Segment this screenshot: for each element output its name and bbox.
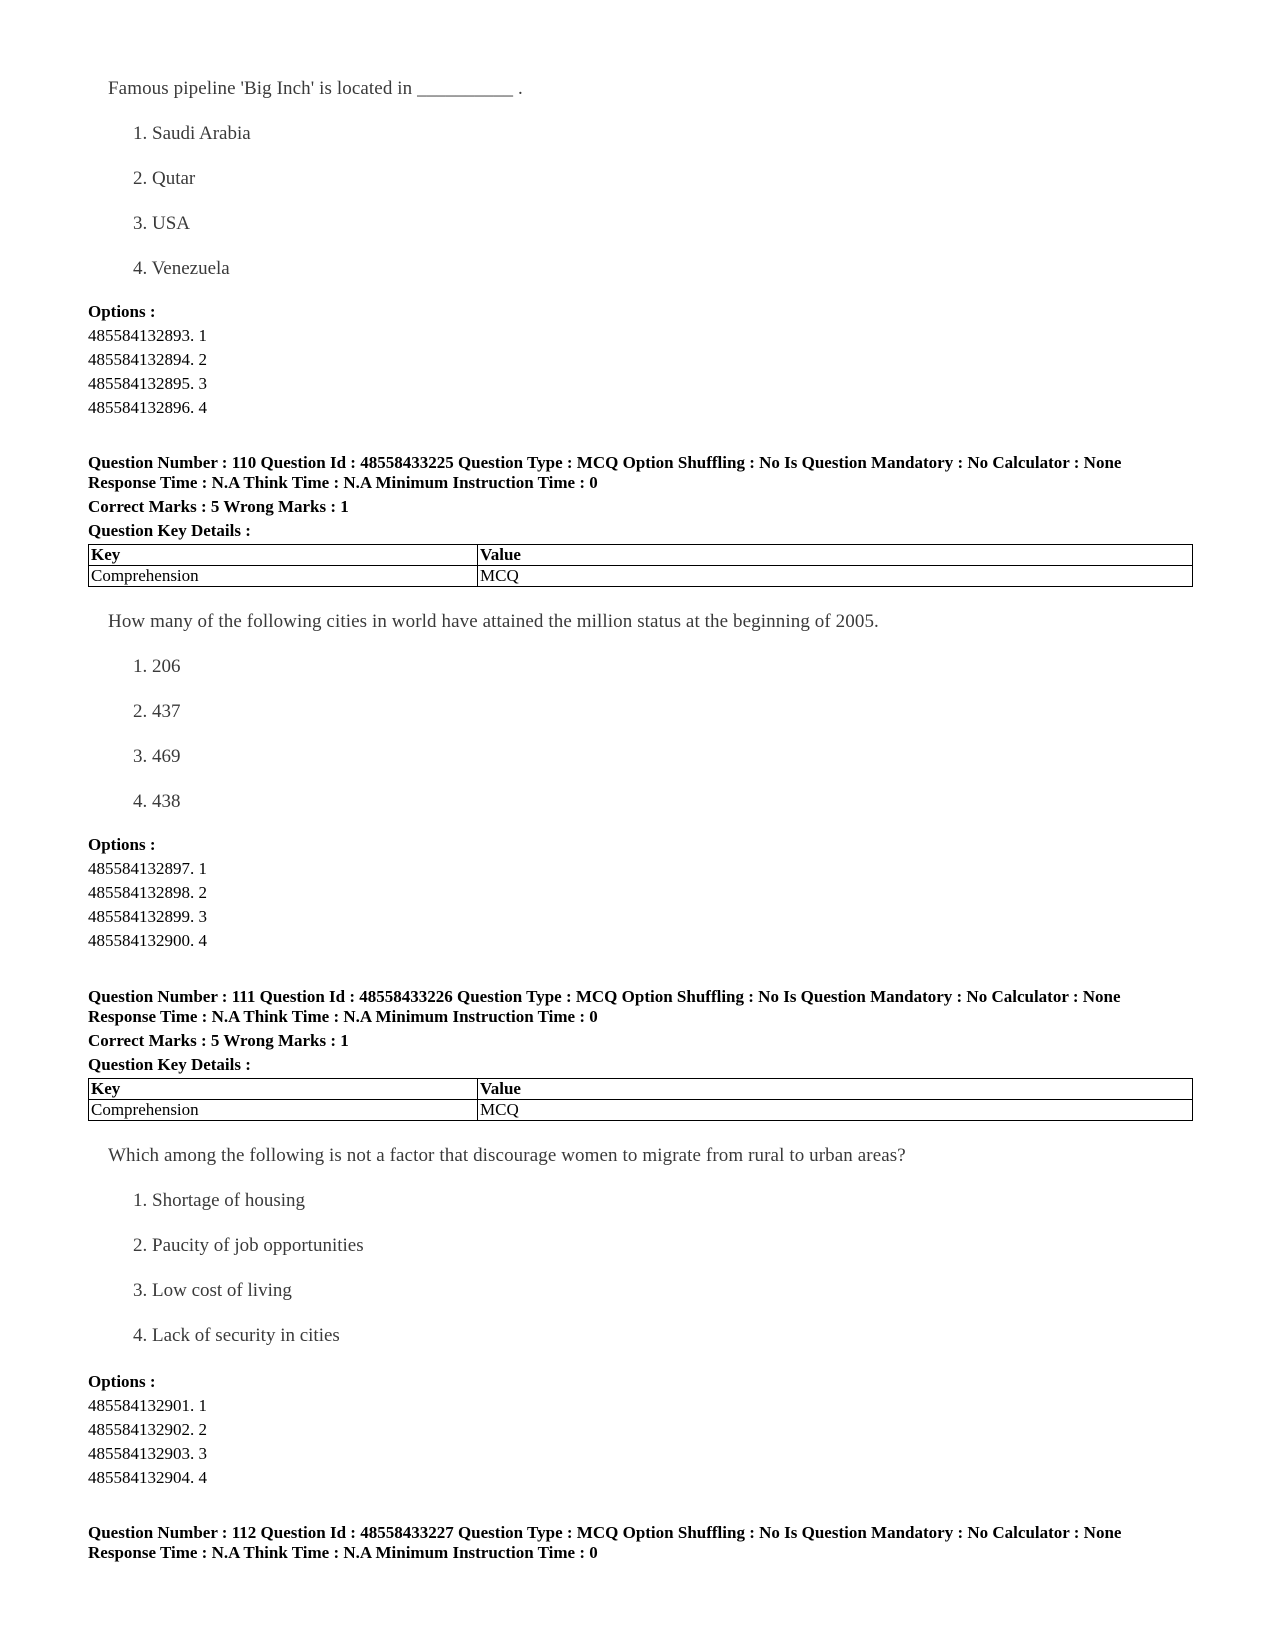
- choice-item: 2. 437: [133, 701, 181, 722]
- choice-item: 4. Lack of security in cities: [133, 1325, 340, 1346]
- table-row: [89, 1079, 1193, 1100]
- option-id: 485584132899. 3: [88, 907, 207, 926]
- options-label: Options :: [88, 835, 156, 854]
- choice-item: 3. USA: [133, 213, 191, 234]
- table-row: [89, 545, 1193, 566]
- question-header: Question Number : 112 Question Id : 48558433227 Question Type : MCQ Option Shuffling : No Is Question Mandatory : No Calculator : None: [88, 1523, 1122, 1542]
- question-text: How many of the following cities in world have attained the million status at the beginning of 2005.: [108, 611, 879, 632]
- choice-item: 1. Shortage of housing: [133, 1190, 306, 1211]
- options-label: Options :: [88, 302, 156, 321]
- question-header-timing: Response Time : N.A Think Time : N.A Minimum Instruction Time : 0: [88, 473, 598, 492]
- table-cell-key: Comprehension: [89, 1100, 478, 1121]
- option-id: 485584132901. 1: [88, 1396, 207, 1415]
- key-details-label: Question Key Details :: [88, 1055, 251, 1074]
- choice-item: 1. 206: [133, 656, 181, 677]
- option-id: 485584132895. 3: [88, 374, 207, 393]
- key-details-table: [88, 1078, 1193, 1121]
- question-header: Question Number : 111 Question Id : 48558433226 Question Type : MCQ Option Shuffling : No Is Question Mandatory : No Calculator : None: [88, 987, 1121, 1006]
- choice-item: 3. Low cost of living: [133, 1280, 292, 1301]
- choice-item: 2. Qutar: [133, 168, 196, 189]
- question-header: Question Number : 110 Question Id : 48558433225 Question Type : MCQ Option Shuffling : No Is Question Mandatory : No Calculator : None: [88, 453, 1122, 472]
- table-header-key: Key: [89, 545, 478, 566]
- choice-item: 2. Paucity of job opportunities: [133, 1235, 364, 1256]
- table-header-value: Value: [478, 545, 1193, 566]
- question-text: Famous pipeline 'Big Inch' is located in __________ .: [108, 78, 523, 99]
- question-header-timing: Response Time : N.A Think Time : N.A Minimum Instruction Time : 0: [88, 1543, 598, 1562]
- table-header-value: Value: [478, 1079, 1193, 1100]
- table-row: [89, 1100, 1193, 1121]
- choice-item: 4. 438: [133, 791, 181, 812]
- option-id: 485584132897. 1: [88, 859, 207, 878]
- marks-line: Correct Marks : 5 Wrong Marks : 1: [88, 497, 349, 516]
- option-id: 485584132903. 3: [88, 1444, 207, 1463]
- question-text: Which among the following is not a factor that discourage women to migrate from rural to urban areas?: [108, 1145, 906, 1166]
- option-id: 485584132900. 4: [88, 931, 207, 950]
- table-header-key: Key: [89, 1079, 478, 1100]
- option-id: 485584132894. 2: [88, 350, 207, 369]
- option-id: 485584132902. 2: [88, 1420, 207, 1439]
- options-label: Options :: [88, 1372, 156, 1391]
- table-cell-value: MCQ: [478, 1100, 1193, 1121]
- key-details-table: [88, 544, 1193, 587]
- choice-item: 1. Saudi Arabia: [133, 123, 251, 144]
- choice-item: 4. Venezuela: [133, 258, 230, 279]
- option-id: 485584132904. 4: [88, 1468, 207, 1487]
- table-row: [89, 566, 1193, 587]
- option-id: 485584132898. 2: [88, 883, 207, 902]
- table-cell-key: Comprehension: [89, 566, 478, 587]
- option-id: 485584132893. 1: [88, 326, 207, 345]
- marks-line: Correct Marks : 5 Wrong Marks : 1: [88, 1031, 349, 1050]
- table-cell-value: MCQ: [478, 566, 1193, 587]
- key-details-label: Question Key Details :: [88, 521, 251, 540]
- choice-item: 3. 469: [133, 746, 181, 767]
- question-header-timing: Response Time : N.A Think Time : N.A Minimum Instruction Time : 0: [88, 1007, 598, 1026]
- option-id: 485584132896. 4: [88, 398, 207, 417]
